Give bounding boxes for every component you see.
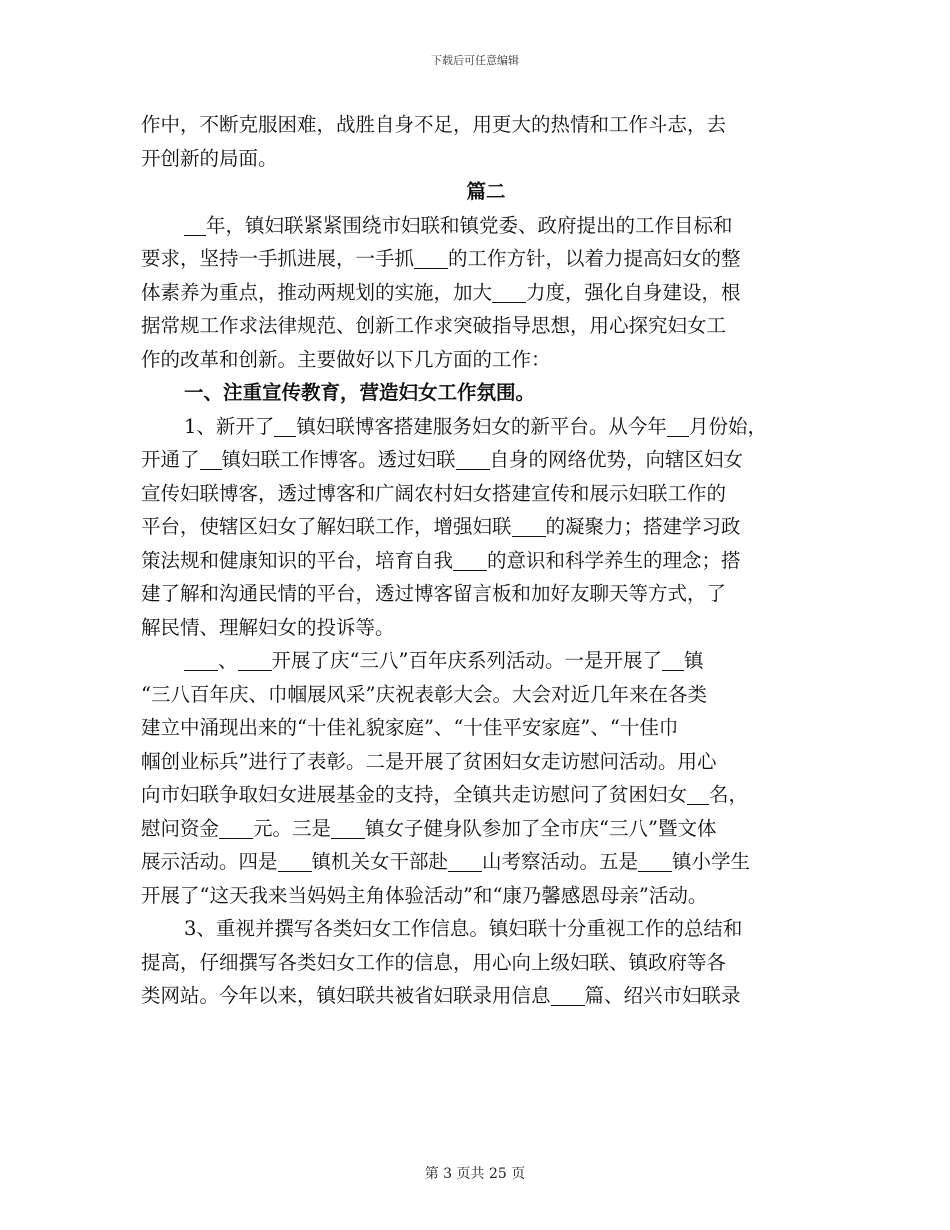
fill-blank (453, 550, 487, 571)
text-line: 开展了“这天我来当妈妈主角体验活动”和“康乃馨感恩母亲”活动。 (141, 883, 708, 907)
section-heading: 一、注重宣传教育，营造妇女工作氛围。 (184, 381, 536, 404)
fill-blank (512, 516, 546, 537)
fill-blank (238, 650, 272, 671)
section-title: 篇二 (466, 180, 506, 203)
fill-blank (456, 449, 490, 470)
text-line: 据常规工作求法律规范、创新工作求突破指导思想，用心探究妇女工 (141, 314, 727, 337)
text-line: 要求，坚持一手抓进展，一手抓 的工作方针，以着力提高妇女的整 (141, 247, 741, 270)
text-line: 提高，仔细撰写各类妇女工作的信息，用心向上级妇联、镇政府等各 (141, 950, 727, 974)
text-line: 帼创业标兵”进行了表彰。二是开展了贫困妇女走访慰问活动。用心 (141, 749, 717, 773)
text-line: 作中，不断克服困难，战胜自身不足，用更大的热情和工作斗志，去 (141, 113, 727, 136)
text-line: 开通了 镇妇联工作博客。透过妇联 自身的网络优势，向辖区妇女 (141, 448, 744, 471)
document-body (141, 108, 831, 1013)
text-line: 平台，使辖区妇女了解妇联工作，增强妇联 的凝聚力；搭建学习政 (141, 515, 741, 538)
text-line: 建立中涌现出来的“十佳礼貌家庭”、“十佳平安家庭”、“十佳巾 (141, 716, 679, 739)
fill-blank (200, 449, 222, 470)
page-header: 下载后可任意编辑 (431, 54, 519, 67)
text-line: 宣传妇联博客，透过博客和广阔农村妇女搭建宣传和展示妇联工作的 (141, 481, 727, 505)
fill-blank (687, 784, 709, 805)
fill-blank (331, 818, 365, 839)
fill-blank (414, 248, 448, 269)
fill-blank (492, 282, 526, 303)
text-line: 慰问资金 元。三是 镇女子健身队参加了全市庆“三八”暨文体 (141, 816, 717, 840)
text-line: 解民情、理解妇女的投诉等。 (141, 615, 395, 639)
text-line: 展示活动。四是 镇机关女干部赴 山考察活动。五是 镇小学生 (141, 850, 751, 873)
fill-blank (638, 851, 672, 872)
fill-blank (184, 215, 206, 236)
fill-blank (448, 851, 482, 872)
text-line: 类网站。今年以来，镇妇联共被省妇联录用信息 篇、绍兴市妇联录 (141, 984, 741, 1007)
fill-blank (662, 650, 684, 671)
text-line: 向市妇联争取妇女进展基金的支持，全镇共走访慰问了贫困妇女 名， (141, 783, 749, 806)
text-line: 3、重视并撰写各类妇女工作信息。镇妇联十分重视工作的总结和 (184, 917, 743, 940)
fill-blank (667, 416, 689, 437)
fill-blank (274, 416, 296, 437)
fill-blank (278, 851, 312, 872)
fill-blank (551, 985, 585, 1006)
page-footer: 第 3 页共 25 页 (424, 1166, 526, 1182)
text-line: 开创新的局面。 (141, 146, 278, 170)
text-line: 体素养为重点，推动两规划的实施，加大 力度，强化自身建设，根 (141, 280, 741, 304)
text-line: 1、新开了 镇妇联博客搭建服务妇女的新平台。从今年 月份始， (184, 414, 767, 438)
text-line: 年，镇妇联紧紧围绕市妇联和镇党委、政府提出的工作目标和 (141, 209, 831, 243)
fill-blank (184, 650, 218, 671)
text-line: 建了解和沟通民情的平台，透过博客留言板和加好友聊天等方式，了 (141, 582, 727, 605)
text-line: 、 开展了庆“三八”百年庆系列活动。一是开展了 镇 (141, 644, 831, 678)
text-line: 策法规和健康知识的平台，培育自我 的意识和科学养生的理念；搭 (141, 548, 741, 572)
fill-blank (219, 818, 253, 839)
text-line: 作的改革和创新。主要做好以下几方面的工作： (141, 347, 551, 371)
text-line: “三八百年庆、巾帼展风采”庆祝表彰大会。大会对近几年来在各类 (141, 682, 707, 706)
